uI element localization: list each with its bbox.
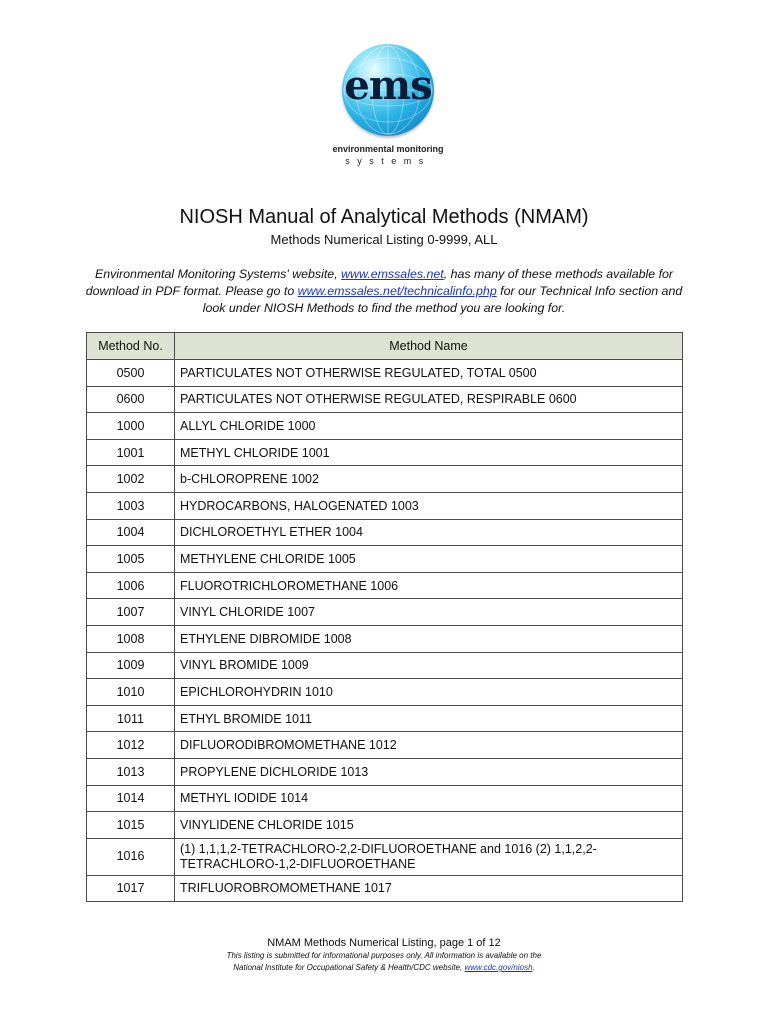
table-row	[87, 758, 683, 785]
table-header-row	[87, 333, 683, 360]
method-name: DICHLOROETHYL ETHER 1004	[175, 519, 683, 546]
table-row	[87, 386, 683, 413]
table-row	[87, 652, 683, 679]
disclaimer-line: This listing is submitted for informational purposes only. All information is available on the	[226, 951, 542, 960]
method-number: 1005	[87, 546, 175, 573]
method-number: 1009	[87, 652, 175, 679]
disclaimer-line	[0, 962, 768, 974]
table-row	[87, 875, 683, 902]
cdc-niosh-link[interactable]: www.cdc.gov/niosh	[464, 963, 533, 972]
method-number: 0500	[87, 360, 175, 387]
table-row	[87, 492, 683, 519]
method-number: 1011	[87, 705, 175, 732]
method-name: TRIFLUOROBROMOMETHANE 1017	[175, 875, 683, 902]
table-row	[87, 732, 683, 759]
method-number: 1004	[87, 519, 175, 546]
method-name: (1) 1,1,1,2-TETRACHLORO-2,2-DIFLUOROETHANE and 1016 (2) 1,1,2,2-TETRACHLORO-1,2-DIFLUOROETHANE	[175, 838, 683, 875]
table-row	[87, 679, 683, 706]
table-row	[87, 519, 683, 546]
method-number: 1017	[87, 875, 175, 902]
document-subtitle: Methods Numerical Listing 0-9999, ALL	[270, 232, 498, 247]
method-number: 1012	[87, 732, 175, 759]
intro-text: , has many of these methods available for download in PDF format. Please go to	[85, 267, 674, 298]
table-row	[87, 466, 683, 493]
method-name: ALLYL CHLORIDE 1000	[175, 413, 683, 440]
method-name: METHYLENE CHLORIDE 1005	[175, 546, 683, 573]
method-number: 1010	[87, 679, 175, 706]
method-number: 0600	[87, 386, 175, 413]
method-number: 1003	[87, 492, 175, 519]
table-row	[87, 572, 683, 599]
table-row	[87, 599, 683, 626]
method-name: HYDROCARBONS, HALOGENATED 1003	[175, 492, 683, 519]
method-name: VINYLIDENE CHLORIDE 1015	[175, 812, 683, 839]
method-name: PARTICULATES NOT OTHERWISE REGULATED, TOTAL 0500	[175, 360, 683, 387]
method-number: 1015	[87, 812, 175, 839]
method-name: DIFLUORODIBROMOMETHANE 1012	[175, 732, 683, 759]
intro-paragraph	[84, 266, 684, 317]
method-number: 1006	[87, 572, 175, 599]
method-number: 1002	[87, 466, 175, 493]
disclaimer-end: .	[532, 963, 535, 972]
method-number: 1016	[87, 838, 175, 875]
document-title: NIOSH Manual of Analytical Methods (NMAM)	[179, 206, 589, 228]
logo-wordmark: ems	[344, 62, 432, 109]
method-number: 1000	[87, 413, 175, 440]
header-method-name: Method Name	[175, 333, 683, 360]
table-row	[87, 838, 683, 875]
intro-text: Environmental Monitoring Systems' website,	[94, 267, 342, 281]
header-method-no: Method No.	[87, 333, 175, 360]
method-name: METHYL IODIDE 1014	[175, 785, 683, 812]
methods-table	[86, 332, 683, 902]
technical-info-link[interactable]: www.emssales.net/technicalinfo.php	[297, 284, 497, 298]
method-name: FLUOROTRICHLOROMETHANE 1006	[175, 572, 683, 599]
table-row	[87, 546, 683, 573]
method-number: 1008	[87, 625, 175, 652]
method-name: b-CHLOROPRENE 1002	[175, 466, 683, 493]
method-name: ETHYL BROMIDE 1011	[175, 705, 683, 732]
method-number: 1014	[87, 785, 175, 812]
logo-tagline: environmental monitoring	[332, 144, 444, 154]
table-row	[87, 625, 683, 652]
method-name: PROPYLENE DICHLORIDE 1013	[175, 758, 683, 785]
method-number: 1007	[87, 599, 175, 626]
method-number: 1013	[87, 758, 175, 785]
table-row	[87, 360, 683, 387]
table-row	[87, 439, 683, 466]
page-label: NMAM Methods Numerical Listing, page 1 of 12	[267, 937, 501, 949]
method-name: EPICHLOROHYDRIN 1010	[175, 679, 683, 706]
method-name: ETHYLENE DIBROMIDE 1008	[175, 625, 683, 652]
logo-tagline-systems: systems	[345, 156, 431, 166]
intro-text: for our Technical Info section and look under NIOSH Methods to find the method you are looking for.	[202, 284, 683, 315]
method-name: VINYL CHLORIDE 1007	[175, 599, 683, 626]
ems-logo	[330, 44, 446, 172]
method-name: METHYL CHLORIDE 1001	[175, 439, 683, 466]
table-row	[87, 413, 683, 440]
globe-icon	[342, 44, 434, 136]
method-name: PARTICULATES NOT OTHERWISE REGULATED, RESPIRABLE 0600	[175, 386, 683, 413]
table-row	[87, 812, 683, 839]
method-number: 1001	[87, 439, 175, 466]
method-name: VINYL BROMIDE 1009	[175, 652, 683, 679]
disclaimer-text: National Institute for Occupational Safety & Health/CDC website,	[233, 963, 465, 972]
table-row	[87, 785, 683, 812]
emssales-link[interactable]: www.emssales.net	[341, 267, 444, 281]
page-footer	[0, 936, 768, 974]
table-row	[87, 705, 683, 732]
